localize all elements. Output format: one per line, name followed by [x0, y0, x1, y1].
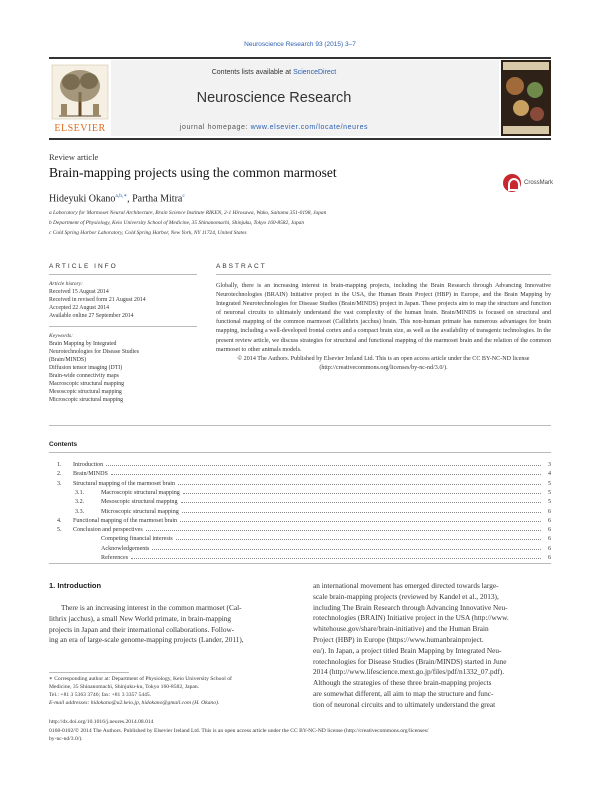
paragraph-line: are somewhat different, all aim to map the structure and func- — [313, 688, 494, 698]
toc-leader-dots — [176, 535, 541, 540]
elsevier-tree-icon — [49, 62, 111, 122]
paragraph-line: There is an increasing interest in the common marmoset (Cal- — [61, 603, 242, 612]
toc-label[interactable]: Acknowledgements — [101, 545, 150, 552]
sciencedirect-link[interactable]: ScienceDirect — [293, 69, 337, 76]
paragraph-line: scale brain-mapping projects (reviewed by Kandel et al., 2013), — [313, 591, 499, 601]
license-line: by-nc-nd/3.0/). — [49, 736, 83, 742]
paragraph-line: including The Brain Research through Advancing Innovative Neu- — [313, 602, 508, 612]
author-affiliation-marker[interactable]: a,b,∗ — [115, 193, 128, 199]
toc-page-number: 5 — [547, 489, 551, 496]
doi-link[interactable]: http://dx.doi.org/10.1016/j.neures.2014.08.014 — [49, 719, 154, 725]
affiliation-line: a Laboratory for Marmoset Neural Architecture, Brain Science Institute RIKEN, 2-1 Hirosawa, Wako, Saitama 351-0198, Japan — [49, 210, 327, 216]
license-line: 0168-0102/© 2014 The Authors. Published by Elsevier Ireland Ltd. This is an open access article under the CC BY-NC-ND license (http://creativecommons.org/licenses/ — [49, 728, 429, 734]
toc-leader-dots — [146, 526, 541, 531]
paragraph-line: tion of neuronal circuits and to ultimately understand the great — [313, 699, 496, 709]
toc-leader-dots — [182, 508, 541, 513]
toc-label[interactable]: References — [101, 555, 129, 561]
abstract-text: Globally, there is an increasing interest in brain-mapping projects, including the Brain Research through Advancing Innovative Neurotechnologies (BRAIN) Initiative project in the USA, the Human Brain Project (HBP) in Europe, and the Brain Mapping by Integrated Neurotechnologies for Disease Studies (Brain/MINDS) project in Japan. These projects aim to map the structure and function of neuronal circuits to ultimately understand the vast complexity of the human brain. Brain/MINDS is focused on structural and functional mapping of the common marmoset (Callithrix jacchus) brain. This non-human primate has numerous advantages for brain mapping, including a well-developed frontal cortex and a compact brain size, as well as the availability of transgenic technologies. In the present review article, we discuss strategies for structural and functional mapping of the marmoset brain and the relation of the common marmoset to other animals models. — [216, 283, 551, 353]
toc-leader-dots — [106, 461, 541, 466]
contents-top-rule — [49, 452, 551, 453]
info-divider — [49, 326, 197, 327]
toc-page-number: 6 — [547, 536, 551, 543]
footnote-rule — [49, 672, 129, 673]
intro-right-column — [313, 581, 551, 711]
publisher-name: ELSEVIER — [54, 123, 106, 134]
toc-leader-dots — [181, 498, 541, 503]
homepage-prefix: journal homepage: — [179, 124, 251, 131]
article-title: Brain-mapping projects using the common marmoset — [49, 165, 337, 180]
paragraph-line: 2014 (http://www.lifescience.mext.go.jp/files/pdf/n1332_07.pdf). — [313, 667, 505, 677]
paragraph-line: lithrix jacchus), a small New World primate, in brain-mapping — [49, 613, 232, 623]
footnote-line: Tel.: +81 3 5363 3746; fax: +81 3 3357 5445. — [49, 692, 152, 698]
toc-page-number: 5 — [547, 499, 551, 506]
contents-available-line — [49, 69, 499, 76]
cover-art-icon — [501, 60, 551, 136]
paragraph-line: projects in Japan and their international collaborations. Follow- — [49, 624, 235, 634]
keyword-item: Macroscopic structural mapping — [49, 381, 125, 387]
banner-top-rule — [49, 57, 551, 59]
toc-page-number: 6 — [547, 527, 551, 534]
author-affiliation-marker[interactable]: c — [182, 193, 185, 199]
journal-name[interactable]: Neuroscience Research — [196, 90, 352, 106]
contents-heading: Contents — [49, 441, 78, 448]
intro-left-column — [49, 603, 289, 646]
toc-number: 3.3. — [75, 508, 85, 515]
keyword-item: Mesoscopic structural mapping — [49, 389, 122, 395]
toc-leader-dots — [131, 554, 541, 559]
affiliation-line: b Department of Physiology, Keio University School of Medicine, 35 Shinanomachi, Shinjuku, Tokyo 160-8582, Japan — [49, 220, 305, 226]
toc-label[interactable]: Macroscopic structural mapping — [101, 489, 180, 496]
paragraph-line: rotechnologies for Disease Studies (Brain/MINDS) started in June — [313, 656, 507, 666]
toc-leader-dots — [183, 489, 541, 494]
keyword-item: Brain-wide connectivity maps — [49, 373, 119, 379]
article-info-rule — [49, 274, 197, 275]
footnote-line: Medicine, 35 Shinanomachi, Shinjuku-ku, Tokyo 160-8582, Japan. — [49, 684, 200, 690]
paragraph-line: an international movement has emerged directed towards large- — [313, 581, 499, 590]
keyword-item: Neurotechnologies for Disease Studies — [49, 349, 139, 355]
toc-row[interactable] — [49, 470, 551, 478]
toc-page-number: 6 — [547, 517, 551, 524]
keyword-item: Brain Mapping by Integrated — [49, 341, 117, 347]
article-type: Review article — [49, 152, 99, 162]
toc-number: 4. — [57, 517, 62, 524]
toc-number: 1. — [57, 462, 62, 468]
toc-row[interactable] — [49, 554, 551, 562]
toc-page-number: 6 — [547, 508, 551, 515]
toc-leader-dots — [178, 480, 541, 485]
toc-row[interactable] — [49, 480, 551, 488]
paragraph-line: eu/). In Japan, a project titled Brain Mapping by Integrated Neu- — [313, 645, 502, 655]
history-item: Received 15 August 2014 — [49, 289, 109, 295]
abstract-bottom-rule — [49, 425, 551, 426]
toc-page-number: 6 — [547, 545, 551, 552]
keyword-item: Diffusion tensor imaging (DTI) — [49, 365, 123, 371]
abstract-rule — [216, 274, 551, 275]
author-name[interactable]: Partha Mitra — [132, 193, 183, 205]
history-item: Available online 27 September 2014 — [49, 313, 134, 319]
paragraph-line: Project (HBP) in Europe (https://www.humanbrainproject. — [313, 634, 484, 644]
author-name[interactable]: Hideyuki Okano — [49, 193, 116, 205]
toc-row[interactable] — [49, 535, 551, 543]
elsevier-logo[interactable] — [49, 60, 111, 136]
keywords-label: Keywords: — [49, 333, 74, 339]
toc-page-number: 6 — [547, 555, 551, 561]
toc-row[interactable] — [49, 545, 551, 553]
toc-number: 2. — [57, 471, 62, 478]
crossmark-icon — [503, 174, 521, 192]
abstract-body — [216, 282, 551, 373]
section-heading-introduction: 1. Introduction — [49, 581, 102, 590]
history-item: Accepted 22 August 2014 — [49, 305, 110, 311]
article-history-label: Article history: — [49, 281, 84, 287]
article-info-heading: ARTICLE INFO — [49, 263, 118, 270]
toc-leader-dots — [180, 517, 541, 522]
abstract-heading: ABSTRACT — [216, 263, 267, 270]
toc-row[interactable] — [49, 489, 551, 497]
toc-number: 3.2. — [75, 499, 85, 506]
toc-leader-dots — [111, 470, 541, 475]
footnote-line: ∗ Corresponding author at: Department of Physiology, Keio University School of — [49, 676, 232, 682]
toc-label[interactable]: Functional mapping of the marmoset brain — [73, 517, 178, 524]
affiliation-line: c Cold Spring Harbor Laboratory, Cold Spring Harbor, New York, NY 11724, United States — [49, 230, 247, 236]
crossmark-badge[interactable] — [503, 174, 553, 192]
keyword-item: (Brain/MINDS) — [49, 357, 87, 363]
banner-bottom-rule — [49, 138, 551, 140]
toc-number: 3. — [57, 480, 62, 487]
paragraph-line: rotechnologies (BRAIN) Initiative project in the USA (http://www. — [313, 613, 509, 623]
journal-banner — [49, 60, 499, 136]
toc-label[interactable]: Brain/MINDS — [73, 471, 108, 478]
abstract-copyright: © 2014 The Authors. Published by Elsevier Ireland Ltd. This is an open access article under the CC BY-NC-ND license (http://creativecommons.org/licenses/by-nc-nd/3.0/). — [237, 355, 530, 371]
keyword-item: Microscopic structural mapping — [49, 397, 124, 403]
journal-homepage — [49, 124, 499, 131]
journal-cover-image[interactable] — [501, 60, 551, 136]
toc-label[interactable]: Mesoscopic structural mapping — [101, 499, 178, 506]
paragraph-line: ing an era of large-scale genome-mapping projects (Lander, 2011), — [49, 635, 244, 645]
toc-row[interactable] — [49, 498, 551, 506]
toc-page-number: 3 — [547, 462, 551, 468]
crossmark-label: CrossMark — [524, 180, 554, 186]
toc-page-number: 4 — [547, 471, 551, 478]
history-item: Received in revised form 21 August 2014 — [49, 297, 146, 303]
toc-page-number: 5 — [547, 480, 551, 487]
paragraph-line: Although the strategies of these three brain-mapping projects — [313, 678, 492, 688]
toc-row[interactable] — [49, 526, 551, 534]
toc-label[interactable]: Introduction — [73, 462, 104, 468]
toc-number: 3.1. — [75, 489, 85, 496]
paragraph-line: whitehouse.gov/share/brain-initiative) and the Human Brain — [313, 624, 489, 634]
toc-row[interactable] — [49, 517, 551, 525]
toc-row[interactable] — [49, 461, 551, 469]
toc-label[interactable]: Competing financial interests — [101, 536, 173, 543]
homepage-link[interactable]: www.elsevier.com/locate/neures — [250, 124, 369, 131]
toc-number: 5. — [57, 527, 62, 534]
contents-bottom-rule — [49, 563, 551, 564]
footnote-line: E-mail addresses: hidokano@a2.keio.jp, hidokano@gmail.com (H. Okano). — [49, 700, 220, 706]
journal-citation[interactable]: Neuroscience Research 93 (2015) 3–7 — [244, 41, 356, 48]
author-list: Hideyuki Okano$^{a,b,∗}$, Partha Mitra$^c$ — [49, 193, 185, 205]
contents-prefix: Contents lists available at — [211, 69, 294, 76]
toc-leader-dots — [152, 545, 541, 550]
toc-row[interactable] — [49, 508, 551, 516]
toc-label[interactable]: Conclusion and perspectives — [73, 527, 143, 534]
toc-label[interactable]: Structural mapping of the marmoset brain — [73, 480, 176, 487]
toc-label[interactable]: Microscopic structural mapping — [101, 508, 179, 515]
